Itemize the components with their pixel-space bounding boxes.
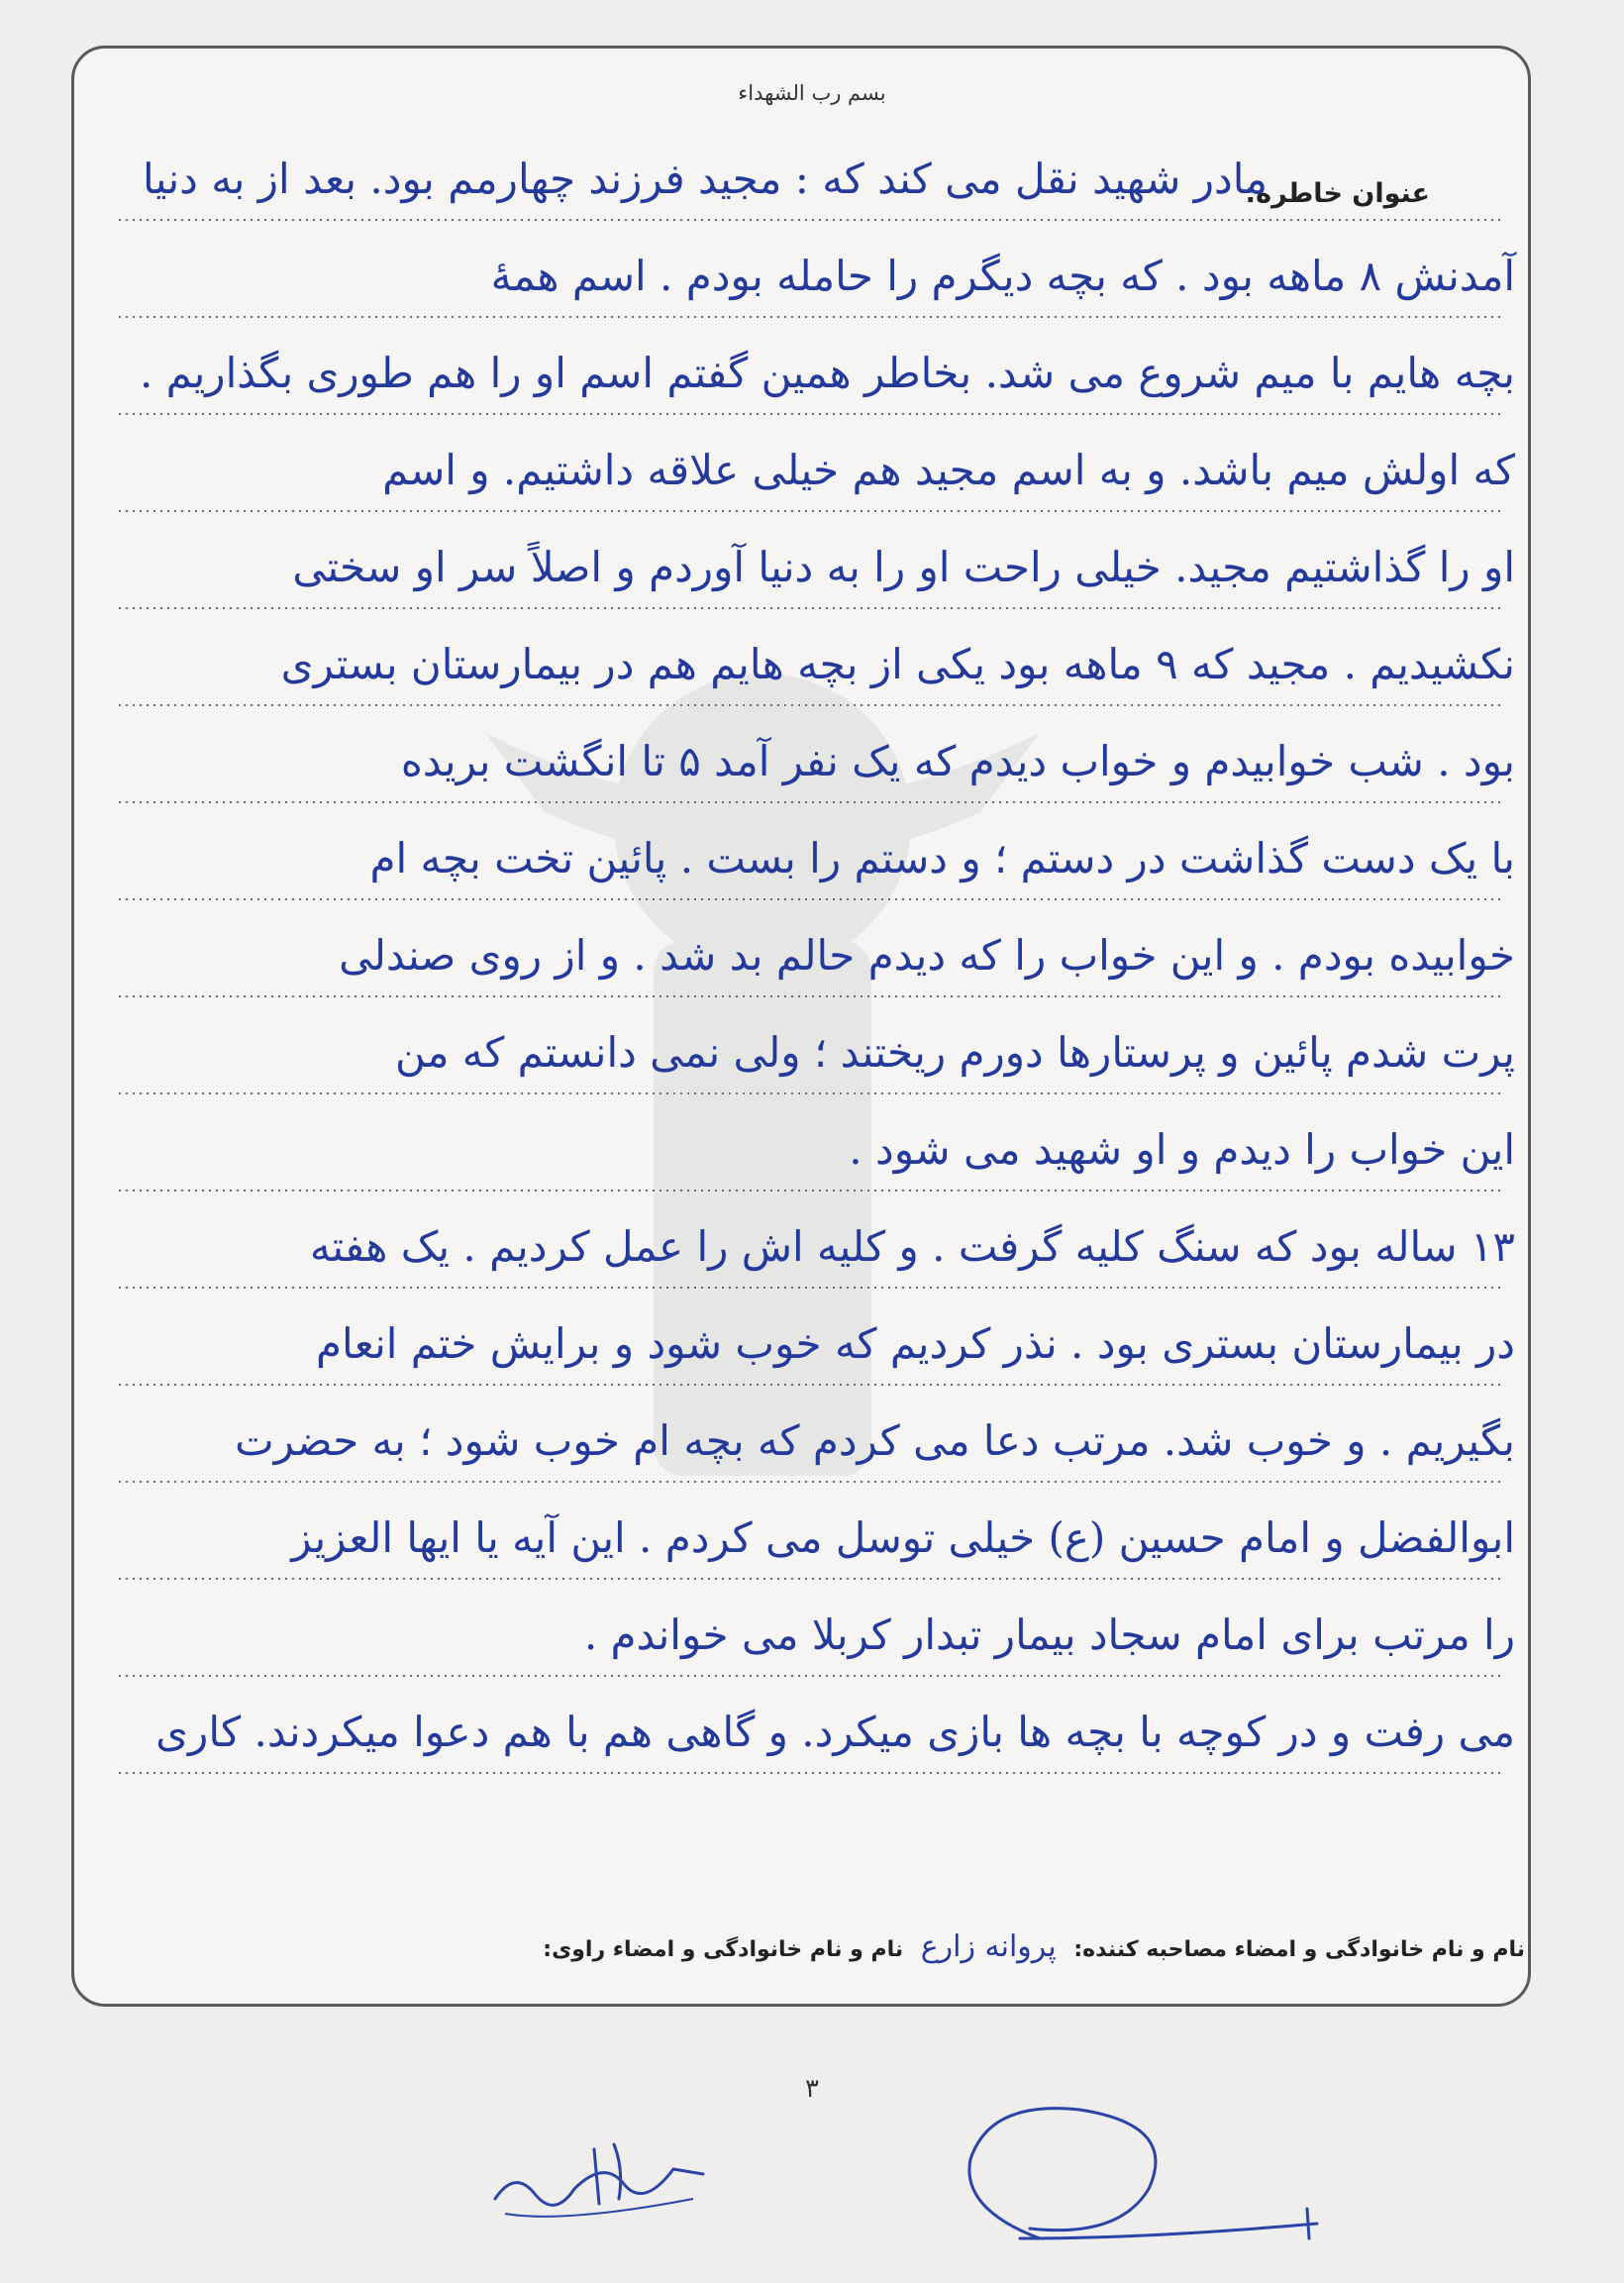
page-number: ۳ [805,2074,819,2104]
handwritten-line: پرت شدم پائین و پرستارها دورم ریختند ؛ ولی نمی دانستم که من [394,1028,1515,1077]
interviewer-label: نام و نام خانوادگی و امضاء مصاحبه کننده: [1073,1937,1525,1962]
handwritten-line: مادر شهید نقل می کند که : مجید فرزند چهارمم بود. بعد از به دنیا [143,155,1268,203]
handwritten-line: می رفت و در کوچه با بچه ها بازی میکرد. و گاهی هم با هم دعوا میکردند. کاری [155,1708,1515,1756]
handwritten-line: نکشیدیم . مجید که ۹ ماهه بود یکی از بچه هایم هم در بیمارستان بستری [280,640,1515,688]
handwritten-line: ابوالفضل و امام حسین (ع) خیلی توسل می کردم . این آیه یا ایها العزیز [291,1513,1515,1562]
handwritten-line: بود . شب خوابیدم و خواب دیدم که یک نفر آمد ۵ تا انگشت بریده [400,737,1515,785]
signature-left [475,2129,733,2238]
signature-line [543,1929,1525,1964]
handwritten-line: را مرتب برای امام سجاد بیمار تبدار کربلا می خواندم . [583,1610,1515,1659]
memory-title-label: عنوان خاطره: [1245,178,1430,209]
handwritten-line: او را گذاشتیم مجید. خیلی راحت او را به دنیا آوردم و اصلاً سر او سختی [292,543,1515,591]
handwritten-line: در بیمارستان بستری بود . نذر کردیم که خوب شود و برایش ختم انعام [316,1319,1515,1368]
handwritten-line: بگیریم . و خوب شد. مرتب دعا می کردم که بچه ام خوب شود ؛ به حضرت [235,1416,1515,1465]
handwritten-line: خوابیده بودم . و این خواب را که دیدم حالم بد شد . و از روی صندلی [339,931,1515,980]
signature-right [951,2090,1337,2258]
handwritten-line: ۱۳ ساله بود که سنگ کلیه گرفت . و کلیه اش را عمل کردیم . یک هفته [309,1222,1515,1271]
handwritten-line: این خواب را دیدم و او شهید می شود . [849,1125,1515,1174]
handwritten-line: آمدنش ۸ ماهه بود . که بچه دیگرم را حامله بودم . اسم همهٔ [490,252,1515,300]
narrator-label: نام و نام خانوادگی و امضاء راوی: [543,1937,904,1962]
handwritten-line: با یک دست گذاشت در دستم ؛ و دستم را بست . پائین تخت بچه ام [369,834,1515,882]
handwritten-line: بچه هایم با میم شروع می شد. بخاطر همین گفتم اسم او را هم طوری بگذاریم . [139,349,1515,397]
handwritten-line: که اولش میم باشد. و به اسم مجید هم خیلی علاقه داشتیم. و اسم [382,446,1515,494]
interviewer-name: پروانه زارع [920,1929,1057,1964]
page-header: بسم رب الشهداء [738,81,886,105]
